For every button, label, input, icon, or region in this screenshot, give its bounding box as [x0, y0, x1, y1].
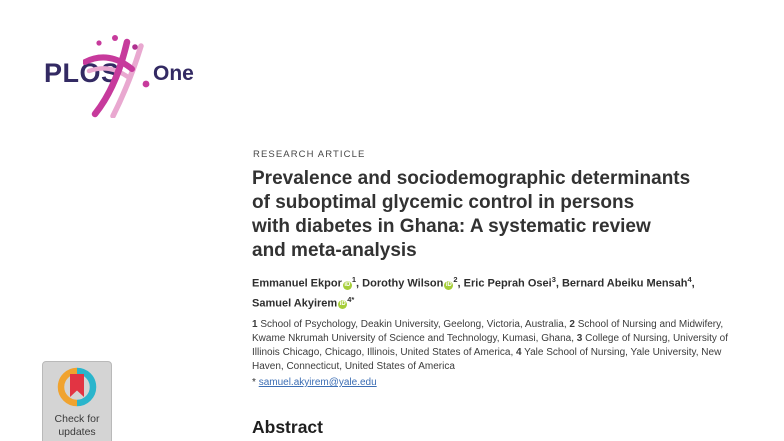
author-affiliation-sup: 2 [453, 275, 458, 284]
author-affiliation-sup: 4* [347, 294, 355, 304]
author-affiliation-sup: 1 [351, 275, 357, 284]
article-title-line: of suboptimal glycemic control in persons [252, 192, 635, 213]
badge-text-line2: updates [58, 426, 96, 438]
check-for-updates-badge[interactable] [42, 361, 112, 441]
abstract-heading: Abstract [252, 417, 323, 437]
author-name: Eric Peprah Osei [463, 277, 552, 290]
corresponding-email-link[interactable]: samuel.akyirem@yale.edu [258, 377, 377, 388]
crossmark-icon [57, 367, 97, 407]
affiliation-number: 1 [252, 319, 258, 330]
affiliation-number: 2 [569, 319, 575, 330]
affiliation-number: 3 [576, 333, 583, 344]
author-affiliation-sup: 3 [551, 275, 556, 284]
orcid-icon[interactable]: iD [339, 301, 346, 308]
orcid-icon[interactable]: iD [445, 281, 452, 288]
article-title-line: and meta-analysis [252, 240, 417, 261]
author-name: Samuel Akyirem [252, 297, 338, 310]
author-name: Dorothy Wilson [362, 277, 444, 290]
badge-text-line1: Check for [54, 413, 100, 425]
author-name: Emmanuel Ekpor [252, 277, 342, 290]
article-title-line: Prevalence and sociodemographic determinants [252, 168, 691, 189]
author-list: Emmanuel Ekpor $iD^1$, Dorothy Wilson $iD^2$, Eric Peprah Osei$^3$, Bernard Abeiku Mensah$^4$, Samuel Akyirem $iD^{4*}$ [252, 275, 695, 310]
orcid-icon[interactable]: iD [344, 281, 351, 288]
affiliation-number: 4 [516, 347, 522, 358]
plos-figure-icon [83, 34, 155, 118]
corresponding-author [252, 377, 377, 388]
author-affiliation-sup: 4 [687, 275, 692, 284]
affiliations: 1 School of Psychology, Deakin University, Geelong, Victoria, Australia, 2 School of Nursing and Midwifery, Kwame Nkrumah University of Science and Technology, Kumasi, Ghana, 3 College of Nursing, University of Illinois Chicago, Chicago, Illinois, United States of America, 4 Yale School of Nursing, Yale University, New Haven, Connecticut, United States of America [252, 319, 728, 372]
plos-wordmark: PLOS [44, 58, 120, 88]
article-type-label: RESEARCH ARTICLE [253, 149, 366, 160]
article-title-line: with diabetes in Ghana: A systematic review [252, 216, 651, 237]
corresponding-marker: * [252, 377, 256, 388]
author-name: Bernard Abeiku Mensah [561, 277, 688, 290]
article-title [252, 167, 752, 263]
journal-name: One [153, 62, 194, 85]
